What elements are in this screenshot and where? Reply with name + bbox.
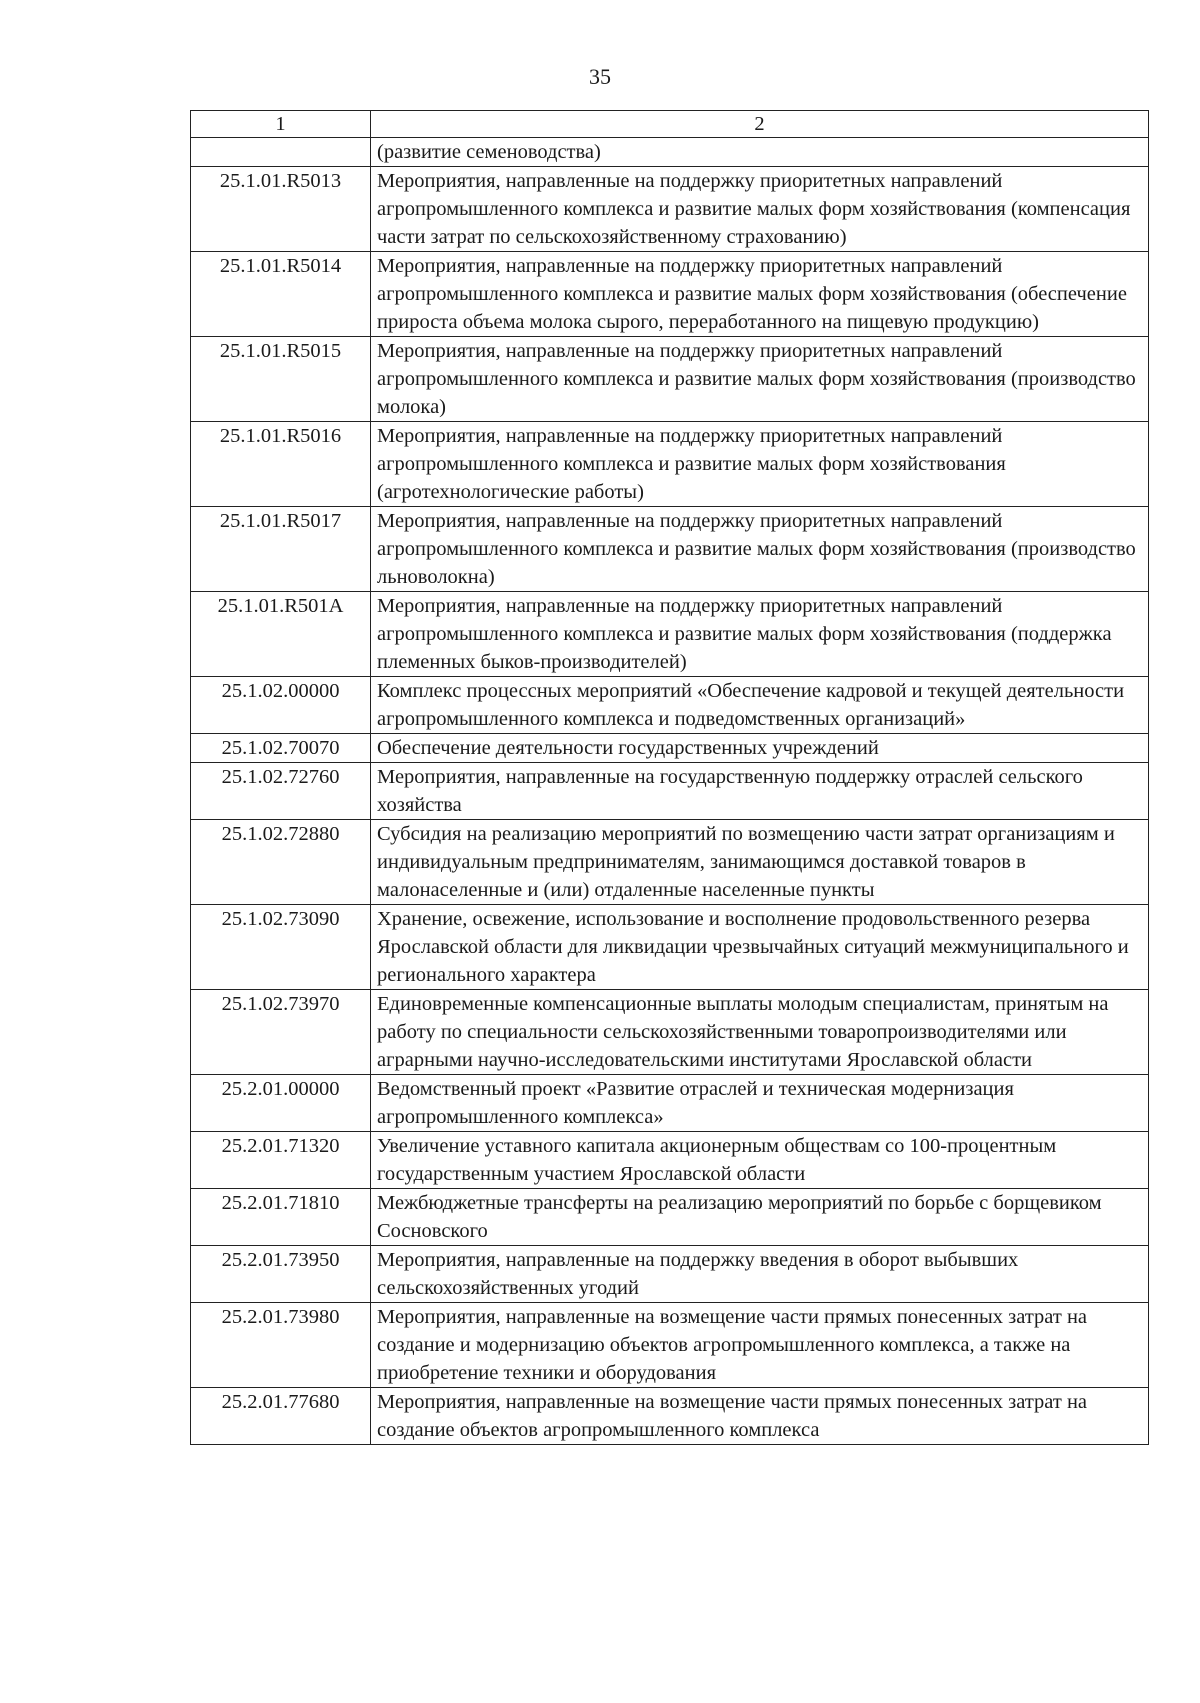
code-cell: 25.1.02.72760	[191, 763, 371, 820]
column-header-description: 2	[371, 111, 1149, 138]
table-row	[191, 167, 1149, 252]
code-cell: 25.2.01.73980	[191, 1303, 371, 1388]
description-cell: Мероприятия, направленные на поддержку приоритетных направлений агропромышленного комплекса и развитие малых форм хозяйствования (поддержка племенных быков-производителей)	[371, 592, 1149, 677]
description-cell: Обеспечение деятельности государственных учреждений	[371, 734, 1149, 763]
table-row	[191, 734, 1149, 763]
code-cell: 25.1.01.R5014	[191, 252, 371, 337]
description-cell: Мероприятия, направленные на поддержку приоритетных направлений агропромышленного комплекса и развитие малых форм хозяйствования (обеспечение прироста объема молока сырого, переработанного на пищевую продукцию)	[371, 252, 1149, 337]
table-row	[191, 337, 1149, 422]
description-cell: Комплекс процессных мероприятий «Обеспечение кадровой и текущей деятельности агропромышленного комплекса и подведомственных организаций»	[371, 677, 1149, 734]
table-row	[191, 138, 1149, 167]
code-cell	[191, 138, 371, 167]
description-cell: Ведомственный проект «Развитие отраслей и техническая модернизация агропромышленного комплекса»	[371, 1075, 1149, 1132]
description-cell: Единовременные компенсационные выплаты молодым специалистам, принятым на работу по специальности сельскохозяйственными товаропроизводителями или аграрными научно-исследовательскими институтами Ярославской области	[371, 990, 1149, 1075]
code-cell: 25.1.02.72880	[191, 820, 371, 905]
table-row	[191, 507, 1149, 592]
table-row	[191, 1303, 1149, 1388]
code-cell: 25.2.01.71320	[191, 1132, 371, 1189]
table-header-row	[191, 111, 1149, 138]
table-row	[191, 592, 1149, 677]
table-row	[191, 820, 1149, 905]
table-row	[191, 252, 1149, 337]
description-cell: Субсидия на реализацию мероприятий по возмещению части затрат организациям и индивидуальным предпринимателям, занимающимся доставкой товаров в малонаселенные и (или) отдаленные населенные пункты	[371, 820, 1149, 905]
code-cell: 25.1.01.R5016	[191, 422, 371, 507]
code-cell: 25.1.02.00000	[191, 677, 371, 734]
code-cell: 25.1.02.73090	[191, 905, 371, 990]
description-cell: (развитие семеноводства)	[371, 138, 1149, 167]
table-row	[191, 422, 1149, 507]
table-row	[191, 1189, 1149, 1246]
description-cell: Мероприятия, направленные на государственную поддержку отраслей сельского хозяйства	[371, 763, 1149, 820]
description-cell: Мероприятия, направленные на поддержку введения в оборот выбывших сельскохозяйственных угодий	[371, 1246, 1149, 1303]
description-cell: Межбюджетные трансферты на реализацию мероприятий по борьбе с борщевиком Сосновского	[371, 1189, 1149, 1246]
code-cell: 25.1.01.R5013	[191, 167, 371, 252]
code-cell: 25.2.01.73950	[191, 1246, 371, 1303]
table-row	[191, 1388, 1149, 1445]
table-row	[191, 905, 1149, 990]
table-row	[191, 990, 1149, 1075]
code-cell: 25.1.01.R501A	[191, 592, 371, 677]
table-row	[191, 1132, 1149, 1189]
code-cell: 25.1.02.70070	[191, 734, 371, 763]
description-cell: Мероприятия, направленные на возмещение части прямых понесенных затрат на создание и модернизацию объектов агропромышленного комплекса, а также на приобретение техники и оборудования	[371, 1303, 1149, 1388]
description-cell: Хранение, освежение, использование и восполнение продовольственного резерва Ярославской области для ликвидации чрезвычайных ситуаций межмуниципального и регионального характера	[371, 905, 1149, 990]
code-cell: 25.2.01.77680	[191, 1388, 371, 1445]
description-cell: Увеличение уставного капитала акционерным обществам со 100-процентным государственным участием Ярославской области	[371, 1132, 1149, 1189]
column-header-code: 1	[191, 111, 371, 138]
code-cell: 25.1.01.R5017	[191, 507, 371, 592]
budget-code-table	[190, 110, 1149, 1445]
code-cell: 25.2.01.71810	[191, 1189, 371, 1246]
code-cell: 25.1.02.73970	[191, 990, 371, 1075]
description-cell: Мероприятия, направленные на возмещение части прямых понесенных затрат на создание объектов агропромышленного комплекса	[371, 1388, 1149, 1445]
table-row	[191, 1246, 1149, 1303]
code-cell: 25.2.01.00000	[191, 1075, 371, 1132]
table-row	[191, 763, 1149, 820]
code-cell: 25.1.01.R5015	[191, 337, 371, 422]
description-cell: Мероприятия, направленные на поддержку приоритетных направлений агропромышленного комплекса и развитие малых форм хозяйствования (производство льноволокна)	[371, 507, 1149, 592]
table-body	[191, 138, 1149, 1445]
description-cell: Мероприятия, направленные на поддержку приоритетных направлений агропромышленного комплекса и развитие малых форм хозяйствования (компенсация части затрат по сельскохозяйственному страхованию)	[371, 167, 1149, 252]
description-cell: Мероприятия, направленные на поддержку приоритетных направлений агропромышленного комплекса и развитие малых форм хозяйствования (агротехнологические работы)	[371, 422, 1149, 507]
page-number: 35	[589, 64, 611, 89]
description-cell: Мероприятия, направленные на поддержку приоритетных направлений агропромышленного комплекса и развитие малых форм хозяйствования (производство молока)	[371, 337, 1149, 422]
table-row	[191, 677, 1149, 734]
table-row	[191, 1075, 1149, 1132]
